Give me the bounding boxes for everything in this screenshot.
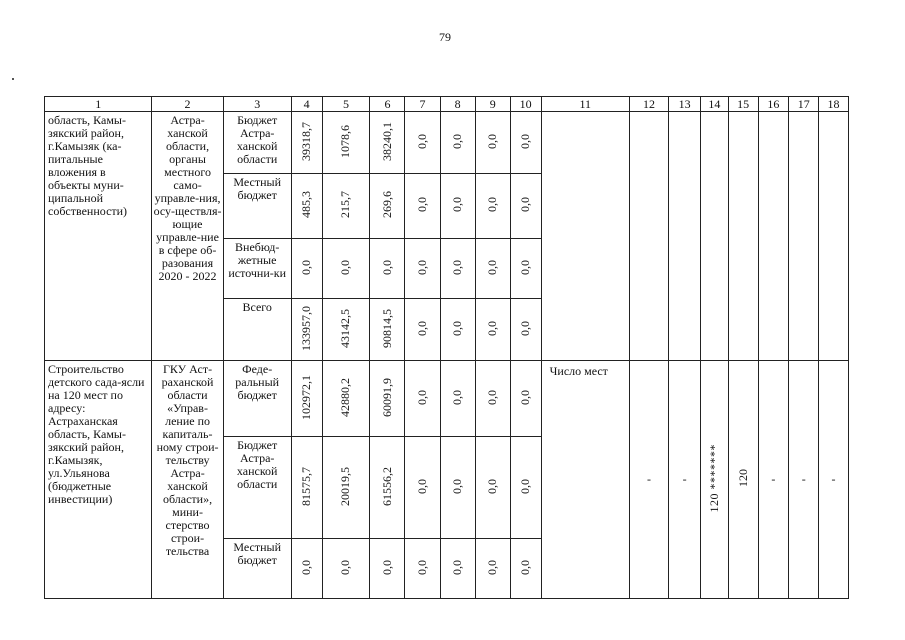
- value-total: 133957,0: [291, 299, 322, 361]
- col-header: 16: [758, 97, 789, 112]
- value-total: 81575,7: [291, 437, 322, 539]
- col-header: 9: [475, 97, 510, 112]
- table-row: [45, 112, 849, 174]
- value-2020: 215,7: [322, 174, 370, 239]
- col-header: 13: [669, 97, 701, 112]
- value-2024: 0,0: [475, 539, 510, 599]
- value-2020: 43142,5: [322, 299, 370, 361]
- value-2022: 0,0: [405, 361, 440, 437]
- executor: ГКУ Аст-раханской области «Управ-ление по капиталь-ному строи-тельству Астра-ханской области», мини-стерство строи-тельства: [152, 361, 223, 599]
- funding-source: Внебюд-жетные источни-ки: [223, 239, 291, 299]
- cell-16: [758, 112, 789, 361]
- col-header: 2: [152, 97, 223, 112]
- value-2024: 0,0: [475, 299, 510, 361]
- col-header: 11: [541, 97, 629, 112]
- column-number-row: [45, 97, 849, 112]
- value-2021: 60091,9: [370, 361, 405, 437]
- funding-source: Местный бюджет: [223, 539, 291, 599]
- value-2021: 269,6: [370, 174, 405, 239]
- cell-13: -: [669, 361, 701, 599]
- value-2024: 0,0: [475, 239, 510, 299]
- col-header: 4: [291, 97, 322, 112]
- col-header: 6: [370, 97, 405, 112]
- col-header: 8: [440, 97, 475, 112]
- value-2023: 0,0: [440, 239, 475, 299]
- measure-name: Строительство детского сада-ясли на 120 мест по адресу: Астраханская область, Камы-зякский район, г.Камызяк, ул.Ульянова (бюджетные инвестиции): [45, 361, 152, 599]
- col-header: 3: [223, 97, 291, 112]
- value-total: 485,3: [291, 174, 322, 239]
- col-header: 18: [819, 97, 849, 112]
- value-2021: 90814,5: [370, 299, 405, 361]
- value-2023: 0,0: [440, 437, 475, 539]
- value-2021: 0,0: [370, 239, 405, 299]
- col-header: 14: [701, 97, 729, 112]
- value-2025: 0,0: [510, 174, 541, 239]
- value-total: 0,0: [291, 239, 322, 299]
- value-2022: 0,0: [405, 437, 440, 539]
- funding-source: Местный бюджет: [223, 174, 291, 239]
- indicator-empty: [541, 112, 629, 361]
- value-2024: 0,0: [475, 112, 510, 174]
- funding-source: Феде-ральный бюджет: [223, 361, 291, 437]
- cell-14: 120 *******: [701, 361, 729, 599]
- col-header: 1: [45, 97, 152, 112]
- value-2022: 0,0: [405, 539, 440, 599]
- col-header: 15: [728, 97, 758, 112]
- value-total: 0,0: [291, 539, 322, 599]
- value-2020: 1078,6: [322, 112, 370, 174]
- col-header: 5: [322, 97, 370, 112]
- value-2020: 0,0: [322, 539, 370, 599]
- value-2025: 0,0: [510, 239, 541, 299]
- cell-14: [701, 112, 729, 361]
- funding-source: Всего: [223, 299, 291, 361]
- value-2024: 0,0: [475, 437, 510, 539]
- page-number: 79: [439, 30, 451, 44]
- funding-source: Бюджет Астра-ханской области: [223, 112, 291, 174]
- value-2022: 0,0: [405, 112, 440, 174]
- cell-15: 120: [728, 361, 758, 599]
- value-2025: 0,0: [510, 539, 541, 599]
- col-header: 17: [789, 97, 819, 112]
- value-2020: 0,0: [322, 239, 370, 299]
- funding-source: Бюджет Астра-ханской области: [223, 437, 291, 539]
- budget-table: [44, 96, 849, 599]
- value-total: 102972,1: [291, 361, 322, 437]
- value-2024: 0,0: [475, 361, 510, 437]
- value-2025: 0,0: [510, 361, 541, 437]
- value-2022: 0,0: [405, 299, 440, 361]
- value-2025: 0,0: [510, 437, 541, 539]
- value-2021: 61556,2: [370, 437, 405, 539]
- value-2023: 0,0: [440, 299, 475, 361]
- executor: Астра-ханской области, органы местного само-управле-ния, осу-ществля-ющие управле-ние в сфере об-разования 2020 - 2022: [152, 112, 223, 361]
- col-header: 12: [629, 97, 668, 112]
- value-total: 39318,7: [291, 112, 322, 174]
- value-2021: 0,0: [370, 539, 405, 599]
- table-row: [45, 361, 849, 437]
- cell-12: -: [629, 361, 668, 599]
- value-2024: 0,0: [475, 174, 510, 239]
- indicator-label: Число мест: [541, 361, 629, 599]
- value-2023: 0,0: [440, 112, 475, 174]
- value-2020: 20019,5: [322, 437, 370, 539]
- value-2025: 0,0: [510, 112, 541, 174]
- scan-speck: [12, 78, 14, 80]
- value-2022: 0,0: [405, 174, 440, 239]
- value-2023: 0,0: [440, 361, 475, 437]
- value-2025: 0,0: [510, 299, 541, 361]
- cell-17: -: [789, 361, 819, 599]
- measure-name: область, Камы-зякский район, г.Камызяк (ка-питальные вложения в объекты муни-ципальной собственности): [45, 112, 152, 361]
- value-2020: 42880,2: [322, 361, 370, 437]
- cell-13: [669, 112, 701, 361]
- cell-18: -: [819, 361, 849, 599]
- cell-16: -: [758, 361, 789, 599]
- cell-12: [629, 112, 668, 361]
- cell-17: [789, 112, 819, 361]
- value-2023: 0,0: [440, 174, 475, 239]
- value-2021: 38240,1: [370, 112, 405, 174]
- cell-15: [728, 112, 758, 361]
- value-2023: 0,0: [440, 539, 475, 599]
- col-header: 7: [405, 97, 440, 112]
- col-header: 10: [510, 97, 541, 112]
- cell-18: [819, 112, 849, 361]
- value-2022: 0,0: [405, 239, 440, 299]
